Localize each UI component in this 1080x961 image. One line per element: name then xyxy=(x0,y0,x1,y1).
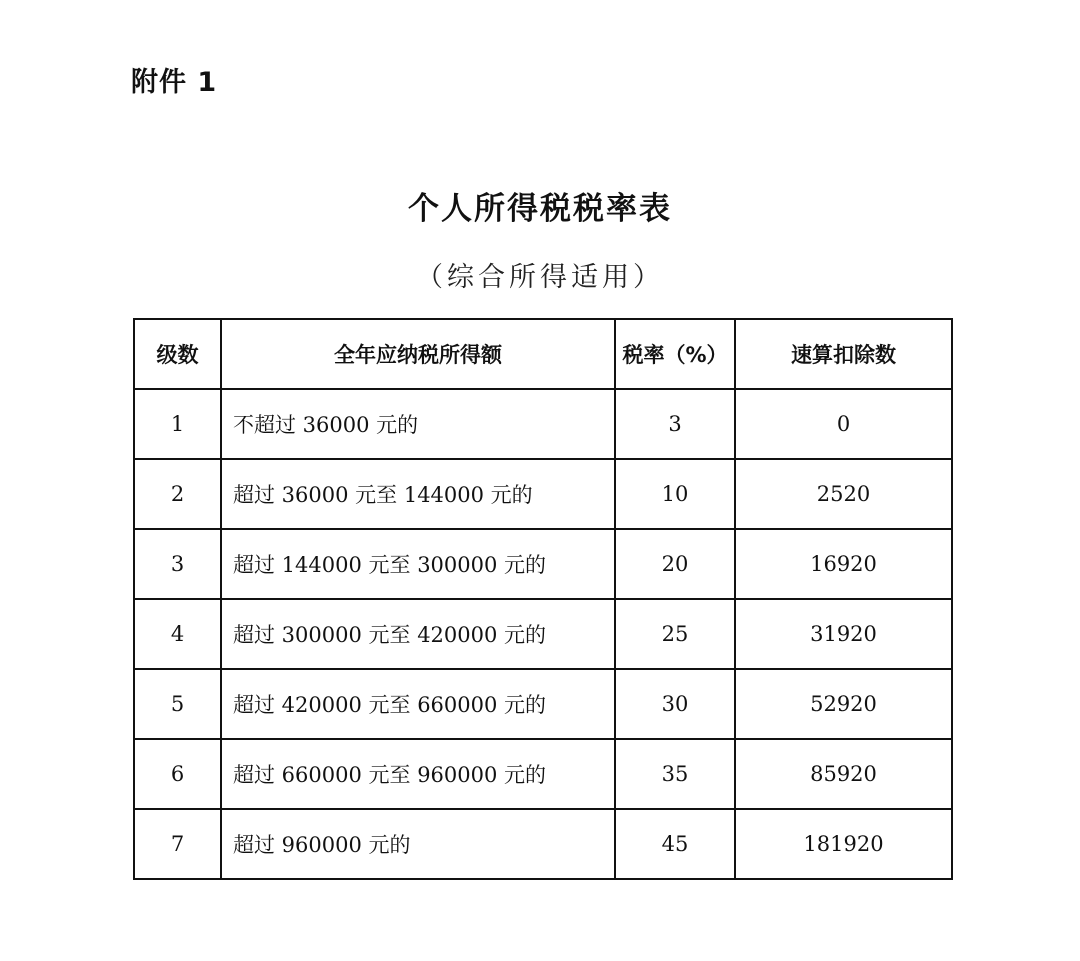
cell-deduction: 16920 xyxy=(735,529,952,599)
cell-rate: 30 xyxy=(615,669,735,739)
cell-level: 1 xyxy=(134,389,221,459)
table-row xyxy=(134,739,952,809)
cell-level: 3 xyxy=(134,529,221,599)
cell-deduction: 181920 xyxy=(735,809,952,879)
cell-deduction: 31920 xyxy=(735,599,952,669)
cell-rate: 25 xyxy=(615,599,735,669)
cell-level: 7 xyxy=(134,809,221,879)
header-tax-rate: 税率（%） xyxy=(615,319,735,389)
cell-deduction: 52920 xyxy=(735,669,952,739)
cell-rate: 10 xyxy=(615,459,735,529)
cell-rate: 20 xyxy=(615,529,735,599)
table-row xyxy=(134,459,952,529)
table-header-row xyxy=(134,319,952,389)
cell-deduction: 85920 xyxy=(735,739,952,809)
table-row xyxy=(134,809,952,879)
header-quick-deduction: 速算扣除数 xyxy=(735,319,952,389)
header-level: 级数 xyxy=(134,319,221,389)
table-row xyxy=(134,529,952,599)
cell-level: 4 xyxy=(134,599,221,669)
cell-range: 超过 36000 元至 144000 元的 xyxy=(221,459,615,529)
tax-rate-table xyxy=(133,318,953,880)
cell-deduction: 2520 xyxy=(735,459,952,529)
page-subtitle: （综合所得适用） xyxy=(416,262,664,293)
cell-range: 超过 144000 元至 300000 元的 xyxy=(221,529,615,599)
table-row xyxy=(134,389,952,459)
cell-range: 超过 660000 元至 960000 元的 xyxy=(221,739,615,809)
cell-range: 超过 420000 元至 660000 元的 xyxy=(221,669,615,739)
page-title: 个人所得税税率表 xyxy=(408,191,672,227)
cell-level: 2 xyxy=(134,459,221,529)
cell-rate: 45 xyxy=(615,809,735,879)
cell-rate: 35 xyxy=(615,739,735,809)
cell-range: 超过 300000 元至 420000 元的 xyxy=(221,599,615,669)
cell-range: 超过 960000 元的 xyxy=(221,809,615,879)
cell-level: 6 xyxy=(134,739,221,809)
table-row xyxy=(134,669,952,739)
cell-range: 不超过 36000 元的 xyxy=(221,389,615,459)
header-taxable-income: 全年应纳税所得额 xyxy=(221,319,615,389)
cell-deduction: 0 xyxy=(735,389,952,459)
cell-rate: 3 xyxy=(615,389,735,459)
cell-level: 5 xyxy=(134,669,221,739)
attachment-label: 附件 1 xyxy=(131,67,218,98)
table-row xyxy=(134,599,952,669)
